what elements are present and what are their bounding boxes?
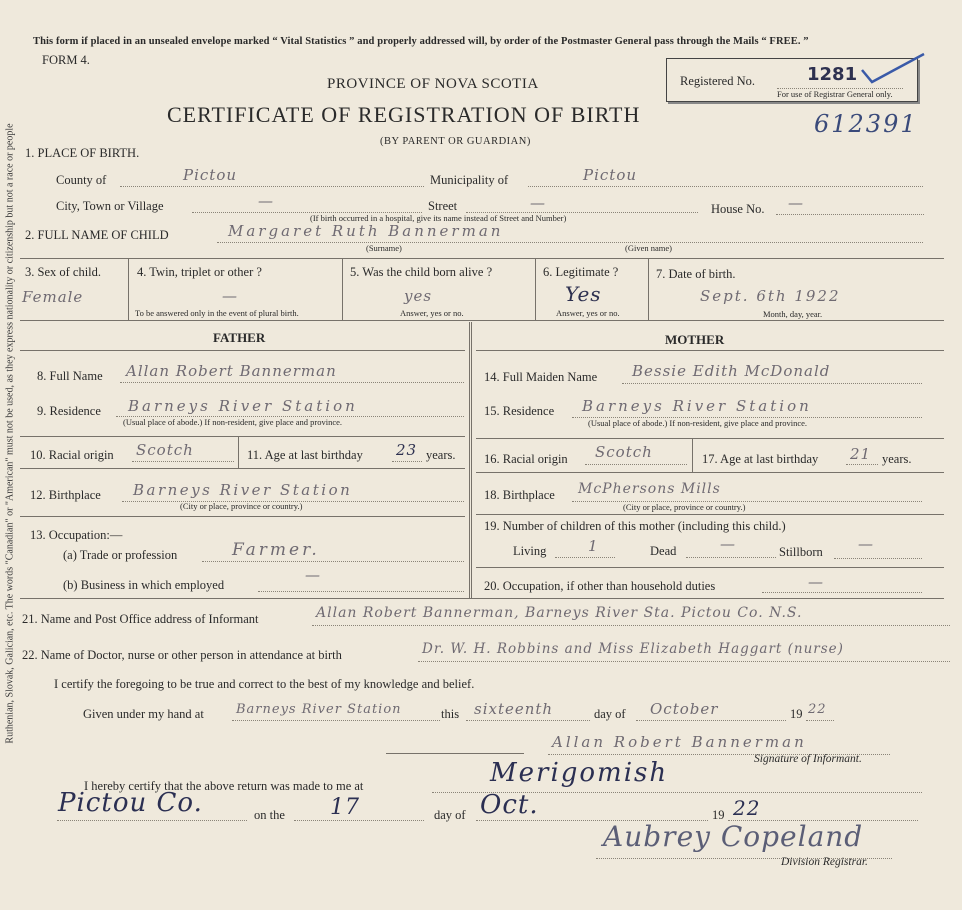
doctor-label: 22. Name of Doctor, nurse or other person in attendance at birth — [22, 648, 342, 662]
sex-value: Female — [22, 288, 84, 306]
sex-label: 3. Sex of child. — [25, 265, 102, 279]
mother-race-value: Scotch — [595, 443, 653, 461]
registrar-label: Division Registrar. — [781, 856, 868, 868]
child-name-value: Margaret Ruth Bannerman — [228, 222, 504, 240]
given-day: sixteenth — [474, 700, 554, 718]
dob-value: Sept. 6th 1922 — [700, 287, 841, 305]
child-name-label: 2. FULL NAME OF CHILD — [25, 228, 169, 242]
father-birth-value: Barneys River Station — [133, 481, 353, 499]
legit-label: 6. Legitimate ? — [543, 265, 619, 279]
twin-value: — — [222, 287, 238, 305]
father-birth-label: 12. Birthplace — [30, 488, 101, 502]
father-heading: FATHER — [213, 330, 266, 345]
living-label: Living — [513, 544, 547, 558]
registrar-county: Pictou Co. — [58, 788, 203, 818]
registrar-day: 17 — [330, 795, 360, 820]
father-occ-label: 13. Occupation:— — [30, 528, 123, 542]
registrar-signature: Aubrey Copeland — [603, 820, 864, 853]
legit-value: Yes — [565, 282, 602, 306]
dob-label: 7. Date of birth. — [656, 267, 736, 281]
twin-note: To be answered only in the event of plural birth. — [135, 308, 299, 318]
given-year: 22 — [808, 702, 827, 717]
father-age-value: 23 — [396, 441, 418, 459]
legit-note: Answer, yes or no. — [556, 308, 620, 318]
registrar-day-of: day of — [434, 808, 466, 822]
registrar-place: Merigomish — [490, 758, 669, 788]
registered-label: Registered No. — [680, 74, 755, 88]
city-value: — — [258, 192, 274, 210]
registrar-month: Oct. — [480, 790, 539, 820]
informant-signature: Allan Robert Bannerman — [552, 733, 807, 751]
given-month: October — [650, 700, 719, 718]
mother-name-label: 14. Full Maiden Name — [484, 370, 598, 384]
father-res-note: (Usual place of abode.) If non-resident, give place and province. — [123, 417, 343, 427]
mother-occ-value: — — [808, 573, 824, 591]
father-res-value: Barneys River Station — [128, 397, 358, 415]
alive-label: 5. Was the child born alive ? — [350, 265, 493, 279]
mother-years: years. — [882, 452, 912, 466]
surname-note: (Surname) — [366, 243, 402, 253]
street-note: (If birth occurred in a hospital, give its name instead of Street and Number) — [310, 213, 567, 223]
doctor-value: Dr. W. H. Robbins and Miss Elizabeth Haggart (nurse) — [422, 641, 844, 657]
registrar-year: 22 — [733, 796, 761, 820]
mother-heading: MOTHER — [665, 332, 725, 347]
certify-text: I certify the foregoing to be true and correct to the best of my knowledge and belief. — [54, 677, 475, 691]
mother-age-value: 21 — [850, 445, 872, 463]
dead-value: — — [720, 535, 736, 553]
mail-note: This form if placed in an unsealed envelope marked “ Vital Statistics ” and properly addressed will, by order of the Postmaster General pass through the Mails “ FREE. ” — [33, 36, 809, 47]
place-heading: 1. PLACE OF BIRTH. — [25, 146, 140, 160]
dob-note: Month, day, year. — [763, 309, 823, 319]
father-race-label: 10. Racial origin — [30, 448, 114, 462]
father-trade-label: (a) Trade or profession — [63, 548, 178, 562]
given-prefix: Given under my hand at — [83, 707, 204, 721]
father-biz-value: — — [305, 566, 321, 584]
mother-birth-label: 18. Birthplace — [484, 488, 555, 502]
street-value: — — [530, 194, 546, 212]
father-name-label: 8. Full Name — [37, 369, 103, 383]
side-note: Ruthenian, Slovak, Galician, etc. The words "Canadian" or "American" must not be used, as they express nationality or citizenship but not a race or people — [4, 123, 16, 744]
informant-signature-label: Signature of Informant. — [754, 753, 862, 765]
county-value: Pictou — [183, 166, 238, 184]
father-trade-value: Farmer. — [232, 540, 320, 560]
given-place: Barneys River Station — [236, 702, 402, 717]
informant-label: 21. Name and Post Office address of Informant — [22, 612, 259, 626]
informant-value: Allan Robert Bannerman, Barneys River Sta. Pictou Co. N.S. — [316, 605, 803, 621]
mother-birth-note: (City or place, province or country.) — [623, 502, 746, 512]
mother-race-label: 16. Racial origin — [484, 452, 568, 466]
mother-name-value: Bessie Edith McDonald — [632, 362, 831, 380]
father-birth-note: (City or place, province or country.) — [180, 501, 303, 511]
stillborn-value: — — [858, 535, 874, 553]
alive-value: yes — [404, 287, 433, 305]
stillborn-label: Stillborn — [779, 545, 823, 559]
dead-label: Dead — [650, 544, 677, 558]
subtitle: (BY PARENT OR GUARDIAN) — [380, 136, 531, 147]
living-value: 1 — [588, 537, 599, 555]
registered-note: For use of Registrar General only. — [777, 89, 893, 99]
province: PROVINCE OF NOVA SCOTIA — [327, 76, 539, 92]
mother-res-note: (Usual place of abode.) If non-resident, give place and province. — [588, 418, 808, 428]
registration-stamp: 612391 — [814, 110, 918, 138]
house-label: House No. — [711, 202, 765, 216]
registrar-certify: I hereby certify that the above return was made to me at — [84, 779, 364, 793]
municipality-value: Pictou — [583, 166, 638, 184]
street-label: Street — [428, 199, 458, 213]
given-year-prefix: 19 — [790, 707, 803, 721]
father-name-value: Allan Robert Bannerman — [126, 362, 337, 380]
form-number: FORM 4. — [42, 53, 90, 67]
given-day-of: day of — [594, 707, 626, 721]
twin-label: 4. Twin, triplet or other ? — [137, 265, 262, 279]
given-this: this — [441, 707, 460, 721]
given-note: (Given name) — [625, 243, 672, 253]
father-race-value: Scotch — [136, 441, 194, 459]
county-label: County of — [56, 173, 107, 187]
mother-age-label: 17. Age at last birthday — [702, 452, 819, 466]
mother-res-label: 15. Residence — [484, 404, 555, 418]
mother-res-value: Barneys River Station — [582, 397, 812, 415]
registered-number: 1281 — [807, 64, 858, 85]
registrar-on-the: on the — [254, 808, 285, 822]
alive-note: Answer, yes or no. — [400, 308, 464, 318]
check-mark — [858, 48, 928, 98]
page-title: CERTIFICATE OF REGISTRATION OF BIRTH — [167, 102, 641, 127]
house-value: — — [788, 194, 804, 212]
father-age-label: 11. Age at last birthday — [247, 448, 363, 462]
municipality-label: Municipality of — [430, 173, 509, 187]
mother-birth-value: McPhersons Mills — [578, 481, 721, 497]
city-label: City, Town or Village — [56, 199, 164, 213]
father-res-label: 9. Residence — [37, 404, 101, 418]
mother-occ-label: 20. Occupation, if other than household duties — [484, 579, 716, 593]
father-biz-label: (b) Business in which employed — [63, 578, 225, 592]
father-years: years. — [426, 448, 456, 462]
registrar-year-prefix: 19 — [712, 808, 725, 822]
mother-children-label: 19. Number of children of this mother (including this child.) — [484, 519, 786, 533]
